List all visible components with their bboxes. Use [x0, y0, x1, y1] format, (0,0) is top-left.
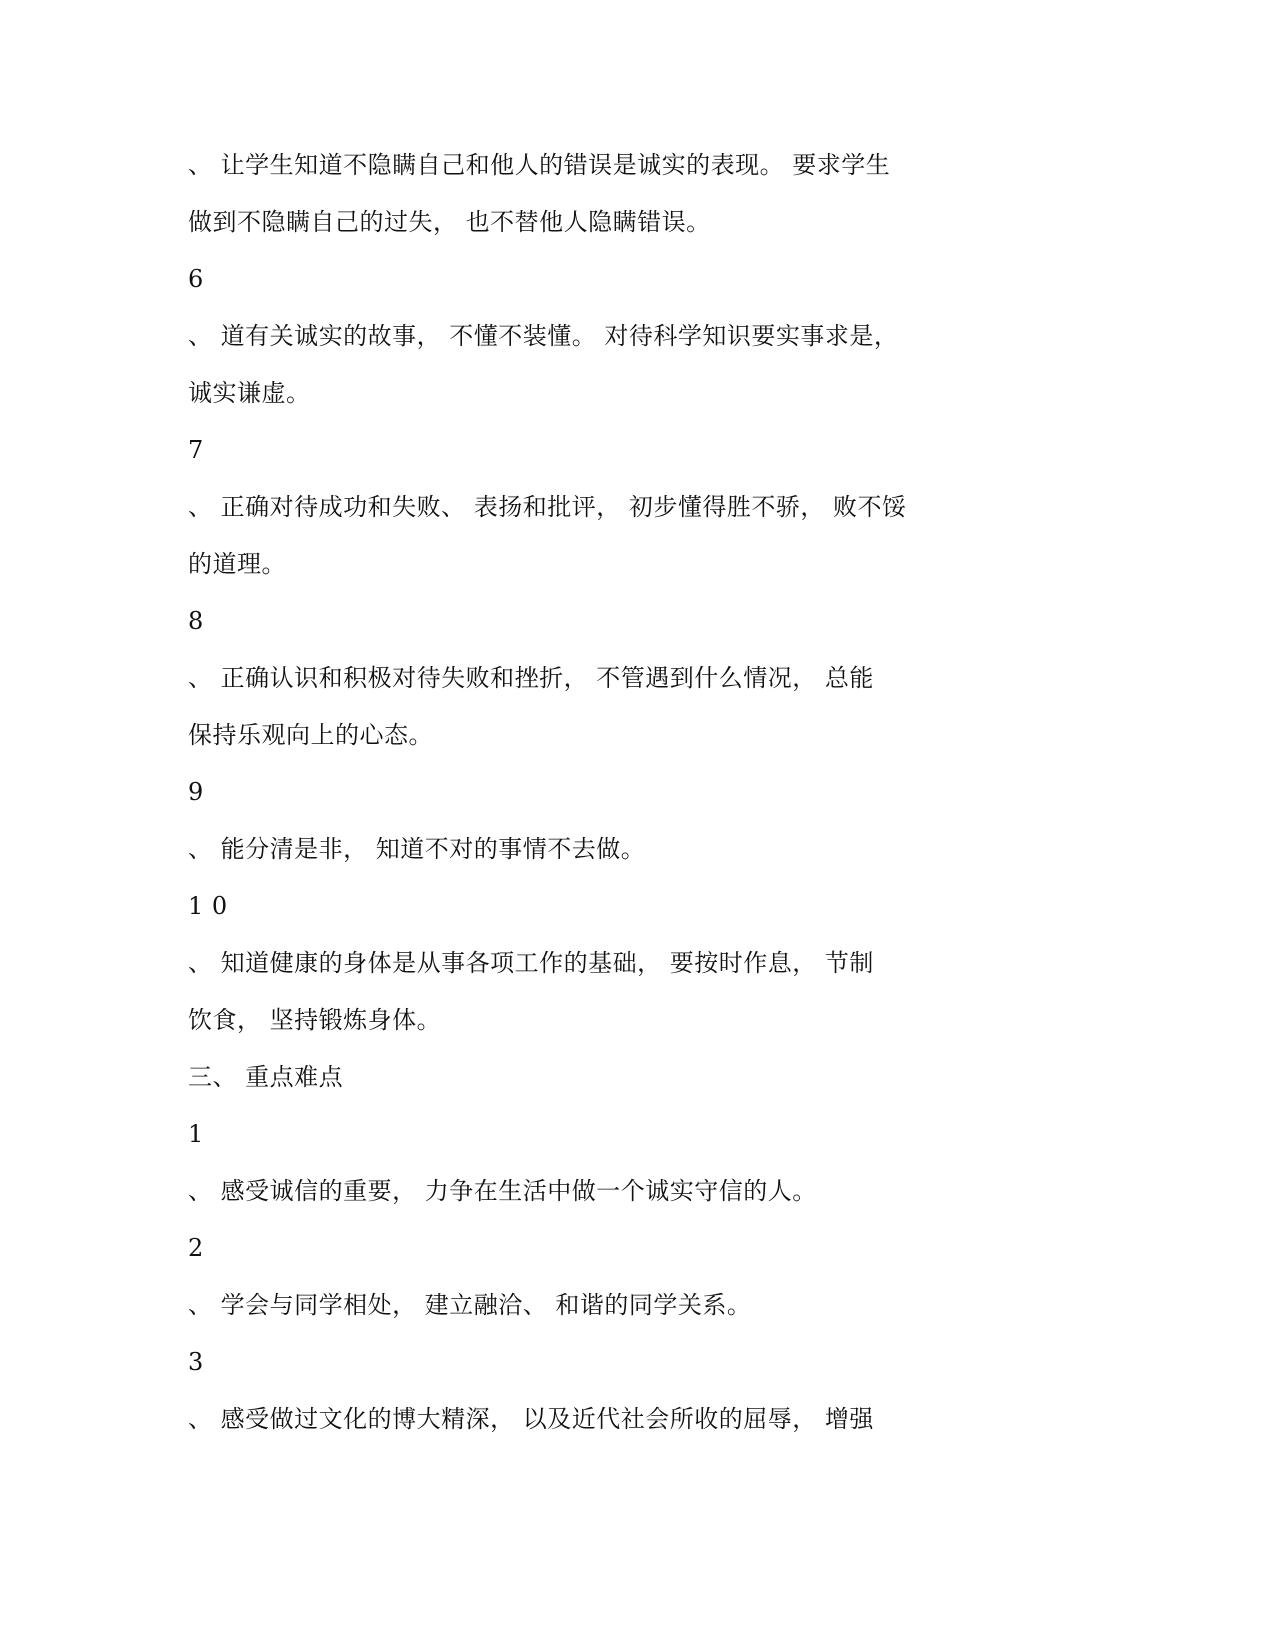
text-line: 、 正确认识和积极对待失败和挫折， 不管遇到什么情况， 总能 — [188, 664, 874, 692]
list-number: 1 — [188, 1120, 204, 1148]
text-line: 、 学会与同学相处， 建立融洽、 和谐的同学关系。 — [188, 1291, 752, 1319]
text-line: 的道理。 — [188, 550, 286, 578]
text-line: 做到不隐瞒自己的过失， 也不替他人隐瞒错误。 — [188, 208, 711, 236]
text-line: 、 感受诚信的重要， 力争在生活中做一个诚实守信的人。 — [188, 1177, 817, 1205]
text-line: 、 道有关诚实的故事， 不懂不装懂。 对待科学知识要实事求是， — [188, 322, 899, 350]
list-number: 2 — [188, 1234, 204, 1262]
list-number: 1 0 — [188, 892, 228, 920]
list-number: 7 — [188, 436, 204, 464]
text-line: 、 感受做过文化的博大精深， 以及近代社会所收的屈辱， 增强 — [188, 1405, 874, 1433]
text-line: 、 正确对待成功和失败、 表扬和批评， 初步懂得胜不骄， 败不馁 — [188, 493, 907, 521]
list-number: 3 — [188, 1348, 204, 1376]
text-line: 、 知道健康的身体是从事各项工作的基础， 要按时作息， 节制 — [188, 949, 874, 977]
list-number: 6 — [188, 265, 204, 293]
section-heading: 三、 重点难点 — [188, 1063, 344, 1091]
text-line: 、 能分清是非， 知道不对的事情不去做。 — [188, 835, 646, 863]
text-line: 饮食， 坚持锻炼身体。 — [188, 1006, 442, 1034]
list-number: 9 — [188, 778, 204, 806]
text-line: 诚实谦虚。 — [188, 379, 311, 407]
text-line: 、 让学生知道不隐瞒自己和他人的错误是诚实的表现。 要求学生 — [188, 151, 891, 179]
list-number: 8 — [188, 607, 204, 635]
text-line: 保持乐观向上的心态。 — [188, 721, 433, 749]
